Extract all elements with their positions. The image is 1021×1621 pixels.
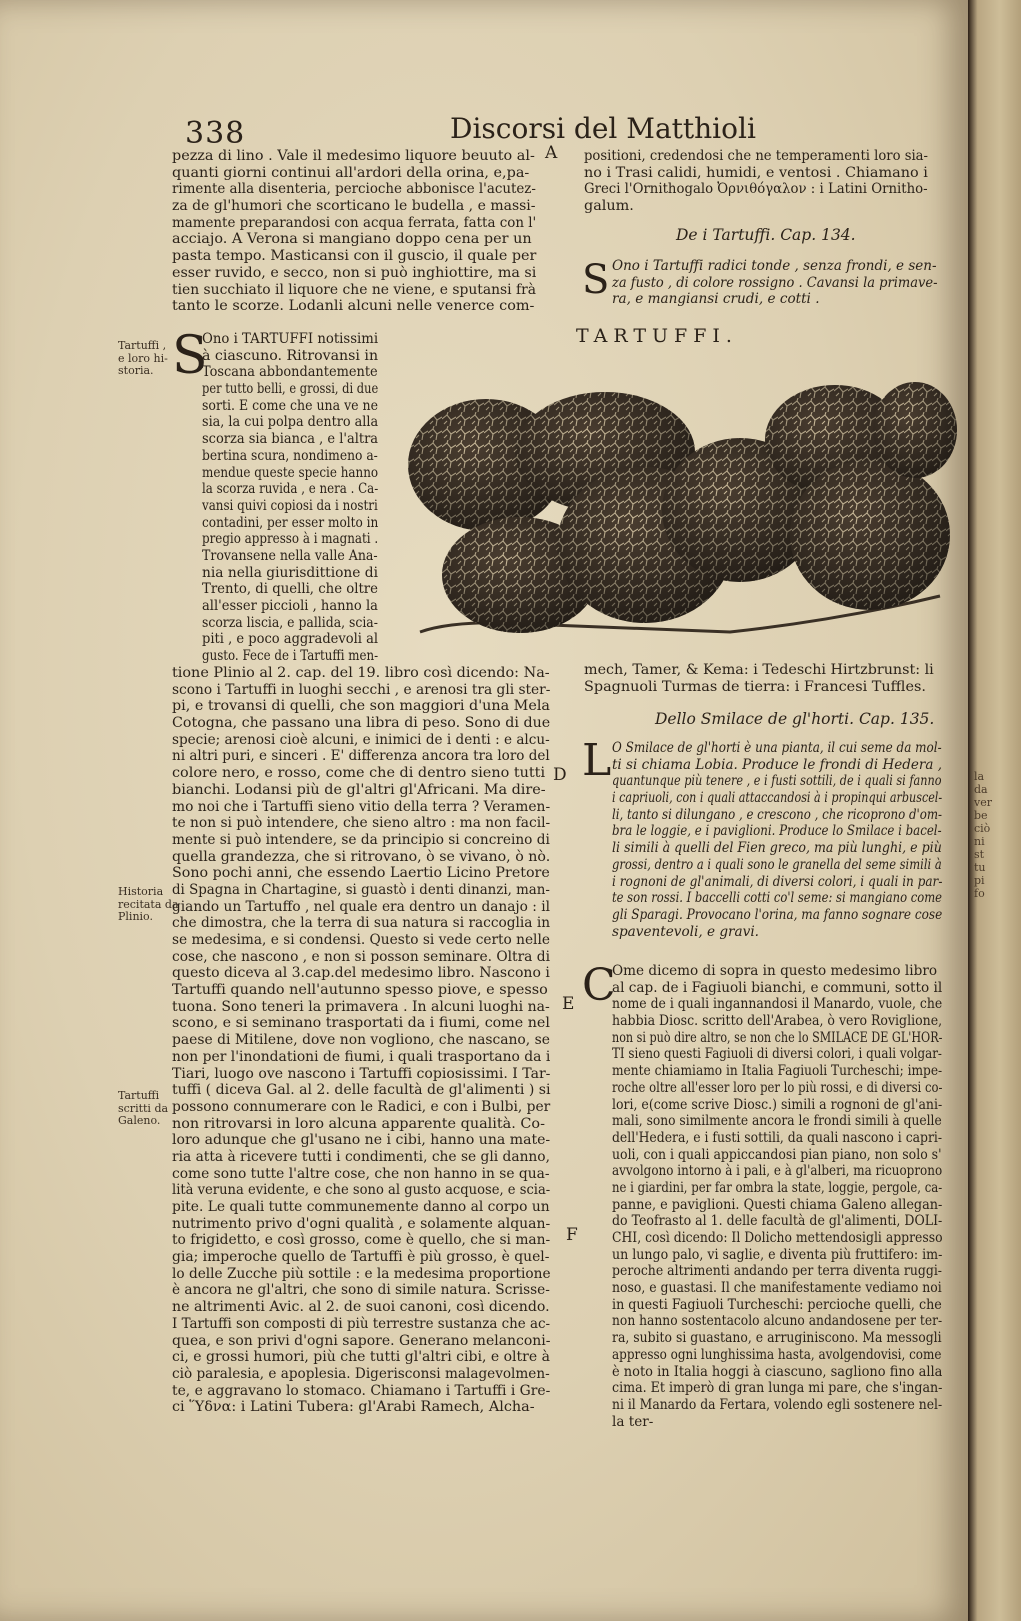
left-column-narrow-text bbox=[202, 331, 423, 665]
text-line: ni il Manardo da Fertara, volendo egli sostenere nel- bbox=[612, 1396, 943, 1413]
text-line: gia; imperoche quello de Tartuffi è più grosso, è quel- bbox=[172, 1249, 550, 1266]
truffles-illustration bbox=[400, 370, 960, 670]
text-line: roche oltre all'esser loro per lo più rossi, e di diversi co- bbox=[612, 1079, 943, 1096]
drop-cap-s: S bbox=[172, 326, 208, 386]
text-line: uoli, con i quali appiccandosi pian piano, non solo s' bbox=[612, 1146, 942, 1163]
text-line: mamente preparandosi con acqua ferrata, fatta con l' bbox=[172, 214, 537, 231]
text-line: ra, subito si guastano, e arruginiscono. Ma messogli bbox=[612, 1330, 942, 1347]
text-line: la ter- bbox=[612, 1413, 654, 1430]
text-line: nutrimento privo d'ogni qualità , e solamente alquan- bbox=[172, 1215, 551, 1232]
text-line: za de gl'humori che scorticano le budella , e massi- bbox=[172, 198, 536, 215]
text-line: tuona. Sono teneri la primavera . In alcuni luoghi na- bbox=[172, 998, 550, 1015]
next-page-fragment: la bbox=[974, 770, 985, 783]
section-letter-f: F bbox=[566, 1225, 578, 1245]
text-line: ne i giardini, per far ombra la state, loggie, pergole, ca- bbox=[612, 1179, 943, 1196]
text-line: bertina scura, nondimeno a- bbox=[202, 447, 378, 464]
text-line: mali, sono similmente ancora le frondi simili à quelle bbox=[612, 1113, 942, 1130]
chapter-134-text bbox=[612, 258, 951, 308]
text-line: scono i Tartuffi in luoghi secchi , e arenosi tra gli ster- bbox=[172, 681, 551, 698]
truffle-right bbox=[790, 460, 950, 610]
text-line: la scorza ruvida , e nera . Ca- bbox=[202, 481, 379, 498]
margin-note-line: Tartuffi , bbox=[118, 339, 167, 352]
truffle-far-right bbox=[873, 382, 957, 478]
text-line: lità veruna evidente, e che sono al gusto acquose, e scia- bbox=[172, 1182, 551, 1199]
text-line: cose, che nascono , e non si posson seminare. Oltra di bbox=[172, 948, 550, 965]
next-page-fragment: da bbox=[974, 783, 988, 796]
text-line: quella grandezza, che si ritrovano, ò se vivano, ò nò. bbox=[172, 848, 551, 865]
section-letter-d: D bbox=[553, 765, 567, 785]
text-line: positioni, credendosi che ne temperamenti loro sia- bbox=[584, 148, 928, 164]
section-letter-a: A bbox=[545, 143, 558, 163]
text-line: li simili à quelli del Fien greco, ma più lunghi, e più bbox=[612, 840, 942, 857]
chapter-135-text bbox=[612, 740, 1014, 940]
text-line: cima. Et imperò di gran lunga mi pare, che s'ingan- bbox=[612, 1380, 943, 1397]
text-line: nome de i quali ingannandosi il Manardo, vuole, che bbox=[612, 996, 943, 1013]
text-line: di Spagna in Chartagine, si guastò i denti dinanzi, man- bbox=[172, 881, 550, 898]
text-line: do Teofrasto al 1. delle facultà de gl'alimenti, DOLI- bbox=[612, 1213, 943, 1230]
text-line: questo diceva al 3.cap.del medesimo libro. Nascono i bbox=[172, 965, 550, 982]
text-line: che dimostra, che la terra di sua natura si raccoglia in bbox=[172, 915, 551, 932]
text-line: Tartuffi quando nell'autunno spesso piove, e spesso bbox=[172, 982, 548, 999]
text-line: paese di Mitilene, dove non vogliono, che nascano, se bbox=[172, 1032, 550, 1049]
text-line: à ciascuno. Ritrovansi in bbox=[202, 347, 379, 364]
text-line: li, tanto si dilungano , e crescono , che ricoprono d'om- bbox=[612, 806, 943, 823]
text-line: dell'Hedera, e i fusti sottili, da quali nascono i capri- bbox=[612, 1129, 943, 1146]
text-line: lo delle Zucche più sottile : e la medesima proportione bbox=[172, 1265, 551, 1282]
figure-caption: TARTUFFI. bbox=[576, 325, 738, 347]
text-line: Trento, di quelli, che oltre bbox=[202, 581, 378, 598]
text-line: ne altrimenti Avic. al 2. de suoi canoni, così dicendo. bbox=[172, 1299, 550, 1316]
next-page-edge bbox=[968, 0, 1021, 1621]
text-line: colore nero, e rosso, come che di dentro sieno tutti bbox=[172, 765, 546, 782]
text-line: appresso ogni lunghissima hasta, avolgendovisi, come bbox=[612, 1346, 942, 1363]
left-column-top bbox=[172, 148, 563, 315]
margin-note-tartuffi-historia bbox=[118, 340, 168, 378]
text-line: no i Trasi calidi, humidi, e ventosi . Chiamano i bbox=[584, 164, 928, 181]
text-line: ra, e mangiansi crudi, e cotti . bbox=[612, 291, 820, 308]
text-line: ci, e grossi humori, più che tutti gl'altri cibi, e oltre à bbox=[172, 1349, 550, 1366]
text-line: è ancora ne gl'altri, che sono di simile natura. Scrisse- bbox=[172, 1282, 550, 1299]
text-line: O Smilace de gl'horti è una pianta, il cui seme da mol- bbox=[612, 740, 942, 756]
text-line: tione Plinio al 2. cap. del 19. libro così dicendo: Na- bbox=[172, 665, 550, 681]
chapter-134-heading: De i Tartuffi. Cap. 134. bbox=[676, 226, 856, 244]
text-line: non si può dire altro, se non che lo SMILACE DE GL'HOR- bbox=[612, 1029, 943, 1046]
text-line: Greci l'Ornithogalo Ὀρνιθόγαλον : i Latini Ornitho- bbox=[584, 181, 928, 198]
text-line: nia nella giurisdittione di bbox=[202, 564, 379, 581]
drop-cap-l: L bbox=[582, 735, 612, 786]
text-line: sorti. E come che una ve ne bbox=[202, 397, 379, 414]
text-line: loro adunque che gl'usano ne i cibi, hanno una mate- bbox=[172, 1132, 551, 1149]
text-line: mente si può intendere, se da principio si concreino di bbox=[172, 831, 550, 848]
text-line: panne, e paviglioni. Questi chiama Galeno allegan- bbox=[612, 1196, 943, 1213]
text-line: Sono pochi anni, che essendo Laertio Licino Pretore bbox=[172, 865, 550, 882]
text-line: Toscana abbondantemente bbox=[202, 364, 378, 381]
text-line: piti , e poco aggradevoli al bbox=[202, 631, 379, 648]
running-title: Discorsi del Matthioli bbox=[450, 112, 756, 145]
margin-note-line: Historia bbox=[118, 885, 164, 898]
text-line: non per l'inondationi de fiumi, i quali trasportano da i bbox=[172, 1048, 551, 1065]
text-line: lori, e(come scrive Diosc.) simili a rognoni de gl'ani- bbox=[612, 1096, 943, 1113]
text-line: pregio appresso à i magnati . bbox=[202, 531, 379, 548]
chapter-135-heading: Dello Smilace de gl'horti. Cap. 135. bbox=[655, 710, 935, 728]
text-line: spaventevoli, e gravi. bbox=[612, 923, 759, 940]
text-line: pi, e trovansi di quelli, che son maggiori d'una Mela bbox=[172, 698, 550, 715]
text-line: è noto in Italia hoggi à ciascuno, sagliono fino alla bbox=[612, 1363, 943, 1380]
text-line: per tutto belli, e grossi, di due bbox=[202, 381, 379, 398]
text-line: Ono i Tartuffi radici tonde , senza frondi, e sen- bbox=[612, 258, 937, 274]
text-line: non hanno sostentacolo alcuno andandosene per ter- bbox=[612, 1313, 943, 1330]
margin-note-line: recitata da bbox=[118, 897, 179, 911]
drop-cap-s-134: S bbox=[582, 257, 610, 303]
margin-note-line: Tartuffi bbox=[118, 1089, 160, 1102]
text-line: to frigidetto, e così grosso, come è quello, che si man- bbox=[172, 1232, 551, 1249]
text-line: mente chiamiamo in Italia Fagiuoli Turcheschi; impe- bbox=[612, 1063, 943, 1080]
text-line: Ome dicemo di sopra in questo medesimo libro bbox=[612, 963, 938, 979]
text-line: ci Ὕδνα: i Latini Tubera: gl'Arabi Ramech, Alcha- bbox=[172, 1399, 535, 1416]
right-column-discourse bbox=[612, 963, 1014, 1430]
text-line: galum. bbox=[584, 198, 634, 215]
text-line: pasta tempo. Masticansi con il guscio, il quale per bbox=[172, 248, 537, 265]
text-line: gusto. Fece de i Tartuffi men- bbox=[202, 648, 379, 665]
margin-note-line: scritti da bbox=[118, 1101, 169, 1115]
text-line: quantunque più tenere , e i fusti sottili, de i quali si fanno bbox=[612, 773, 942, 790]
margin-note-historia-plinio bbox=[118, 886, 179, 924]
text-line: Spagnuoli Turmas de tierra: i Francesi Tuffles. bbox=[584, 678, 926, 695]
text-line: TI sieno questi Fagiuoli di diversi colori, i quali volgar- bbox=[612, 1046, 942, 1063]
margin-note-line: Galeno. bbox=[118, 1114, 161, 1127]
text-line: quea, e son privi d'ogni sapore. Generano melanconi- bbox=[172, 1332, 551, 1349]
text-line: un lungo palo, vi saglie, e diventa più fruttifero: im- bbox=[612, 1246, 943, 1263]
margin-note-line: Plinio. bbox=[118, 910, 153, 923]
text-line: contadini, per esser molto in bbox=[202, 514, 379, 531]
text-line: non ritrovarsi in loro alcuna apparente qualità. Co- bbox=[172, 1115, 545, 1132]
text-line: tien succhiato il liquore che ne viene, e sputansi frà bbox=[172, 281, 536, 298]
text-line: te son rossi. I baccelli cotti co'l seme: si mangiano come bbox=[612, 890, 943, 907]
text-line: al cap. de i Fagiuoli bianchi, e communi, sotto il bbox=[612, 979, 943, 996]
text-line: habbia Diosc. scritto dell'Arabea, ò vero Roviglione, bbox=[612, 1013, 943, 1030]
text-line: tuffi ( diceva Gal. al 2. delle facultà de gl'alimenti ) si bbox=[172, 1082, 551, 1099]
text-line: mendue queste specie hanno bbox=[202, 464, 379, 481]
text-line: CHI, così dicendo: Il Dolicho mettendosigli appresso bbox=[612, 1230, 943, 1246]
text-line: sia, la cui polpa dentro alla bbox=[202, 414, 379, 431]
next-page-fragment: tu bbox=[974, 861, 986, 874]
text-line: ni altri puri, e sinceri . E' differenza ancora tra loro del bbox=[172, 748, 550, 765]
next-page-fragment: st bbox=[974, 848, 985, 861]
text-line: I Tartuffi son composti di più terrestre sustanza che ac- bbox=[172, 1315, 551, 1332]
text-line: scorza sia bianca , e l'altra bbox=[202, 431, 379, 448]
text-line: te, e aggravano lo stomaco. Chiamano i Tartuffi i Gre- bbox=[172, 1382, 551, 1399]
page-number: 338 bbox=[185, 116, 246, 151]
next-page-fragment: ni bbox=[974, 835, 985, 848]
next-page-fragment: ver bbox=[974, 796, 992, 809]
text-line: ti si chiama Lobia. Produce le frondi di Hedera , bbox=[612, 756, 943, 773]
text-line: bra le loggie, e i paviglioni. Produce lo Smilace i bacel- bbox=[612, 823, 942, 840]
text-line: tanto le scorze. Lodanli alcuni nelle venerce com- bbox=[172, 298, 535, 315]
text-line: come sono tutte l'altre cose, che non hanno in se qua- bbox=[172, 1165, 550, 1182]
text-line: grossi, dentro a i quali sono le granella del seme simili à bbox=[612, 856, 942, 873]
left-column-wide-text bbox=[172, 665, 587, 1416]
text-line: bianchi. Lodansi più de gl'altri gl'Africani. Ma dire- bbox=[172, 781, 546, 798]
right-column-top bbox=[584, 148, 960, 215]
next-page-fragments bbox=[974, 770, 1021, 900]
text-line: ciò paralesia, e apoplesia. Digerisconsi malagevolmen- bbox=[172, 1365, 550, 1382]
text-line: avvolgono intorno à i pali, e à gl'alberi, ma ricuoprono bbox=[612, 1163, 943, 1180]
text-line: vansi quivi copiosi da i nostri bbox=[202, 497, 378, 514]
margin-note-tartuffi-galeno bbox=[118, 1090, 168, 1128]
next-page-fragment: ciò bbox=[974, 822, 991, 835]
text-line: i capriuoli, con i quali attaccandosi à i propinqui arbuscel- bbox=[612, 790, 943, 807]
text-line: gli Sparagi. Provocano l'orina, ma fanno sognare cose bbox=[612, 906, 943, 923]
drop-cap-c: C bbox=[582, 960, 616, 1011]
text-line: scono, e si seminano trasportati da i fiumi, come nel bbox=[172, 1015, 550, 1032]
text-line: in questi Fagiuoli Turcheschi: percioche quelli, che bbox=[612, 1296, 942, 1313]
text-line: specie; arenosi cioè alcuni, e inimici de i denti : e alcu- bbox=[172, 731, 550, 748]
text-line: quanti giorni continui all'ardori della orina, e,pa- bbox=[172, 164, 530, 181]
text-line: pezza di lino . Vale il medesimo liquore beuuto al- bbox=[172, 148, 535, 164]
section-letter-e: E bbox=[562, 994, 575, 1014]
text-line: giando un Tartuffo , nel quale era dentro un danajo : il bbox=[172, 898, 551, 915]
text-line: esser ruvido, e secco, non si può inghiottire, ma si bbox=[172, 264, 537, 281]
text-line: za fusto , di colore rossigno . Cavansi la primave- bbox=[612, 274, 938, 291]
text-line: Ono i TARTUFFI notissimi bbox=[202, 331, 379, 347]
text-line: noso, e guastasi. Il che manifestamente vediamo noi bbox=[612, 1280, 942, 1297]
margin-note-line: e loro hi- bbox=[118, 351, 168, 365]
right-column-after-figure bbox=[584, 662, 936, 695]
next-page-fragment: pi bbox=[974, 874, 985, 887]
text-line: acciajo. A Verona si mangiano doppo cena per un bbox=[172, 231, 532, 248]
text-line: scorza liscia, e pallida, scia- bbox=[202, 614, 378, 631]
next-page-fragment: be bbox=[974, 809, 988, 822]
text-line: Tiari, luogo ove nascono i Tartuffi copiosissimi. I Tar- bbox=[172, 1065, 551, 1082]
text-line: ria atta à ricevere tutti i condimenti, che se gli danno, bbox=[172, 1148, 550, 1165]
text-line: possono connumerare con le Radici, e con i Bulbi, per bbox=[172, 1098, 551, 1115]
text-line: mech, Tamer, & Kema: i Tedeschi Hirtzbrunst: li bbox=[584, 662, 934, 678]
next-page-fragment: fo bbox=[974, 887, 985, 900]
text-line: pite. Le quali tutte communemente danno al corpo un bbox=[172, 1199, 550, 1215]
text-line: se medesima, e si condensi. Questo si vede certo nelle bbox=[172, 932, 550, 948]
text-line: rimente alla disenteria, percioche abbonisce l'acutez- bbox=[172, 181, 536, 198]
margin-note-line: storia. bbox=[118, 364, 154, 377]
text-line: peroche altrimenti andando per terra diventa ruggi- bbox=[612, 1263, 943, 1280]
text-line: all'esser piccioli , hanno la bbox=[202, 598, 378, 614]
text-line: te non si può intendere, che sieno altro : ma non facil- bbox=[172, 815, 551, 832]
text-line: i rognoni de gl'animali, di diversi colori, i quali in par- bbox=[612, 873, 943, 890]
text-line: Trovansene nella valle Ana- bbox=[202, 547, 378, 564]
text-line: mo noi che i Tartuffi sieno vitio della terra ? Veramen- bbox=[172, 798, 551, 815]
text-line: Cotogna, che passano una libra di peso. Sono di due bbox=[172, 715, 551, 732]
